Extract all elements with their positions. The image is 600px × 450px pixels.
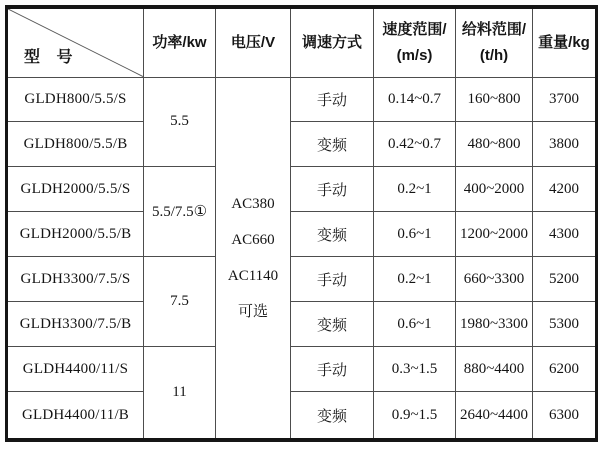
feed-range-cell: 1200~2000: [456, 212, 533, 257]
feed-range-cell: 880~4400: [456, 347, 533, 392]
header-voltage: 电压/V: [216, 7, 291, 77]
table-row: [7, 77, 597, 122]
speed-range-cell: 0.3~1.5: [374, 347, 456, 392]
weight-cell: 5300: [533, 302, 597, 347]
product-spec-table: [5, 5, 598, 442]
speed-range-cell: 0.2~1: [374, 257, 456, 302]
model-cell: GLDH800/5.5/S: [7, 77, 144, 122]
corner-label-model: 型 号: [24, 48, 79, 66]
voltage-option: AC380: [231, 195, 275, 212]
header-speed-range-line2: (m/s): [396, 46, 433, 64]
table-row: [7, 392, 597, 440]
header-power: 功率/kw: [144, 7, 216, 77]
weight-cell: 5200: [533, 257, 597, 302]
feed-range-cell: 2640~4400: [456, 392, 533, 440]
table-row: [7, 167, 597, 212]
table-row: [7, 347, 597, 392]
weight-cell: 3800: [533, 122, 597, 167]
table-row: [7, 257, 597, 302]
table-row: [7, 122, 597, 167]
feed-range-cell: 400~2000: [456, 167, 533, 212]
weight-cell: 6300: [533, 392, 597, 440]
power-cell-group3: 7.5: [144, 257, 216, 347]
header-feed-range-line2: (t/h): [479, 46, 509, 64]
speed-range-cell: 0.42~0.7: [374, 122, 456, 167]
voltage-option: AC660: [231, 231, 275, 248]
mode-cell: 变频: [291, 392, 374, 440]
mode-cell: 变频: [291, 122, 374, 167]
header-row: [7, 7, 597, 77]
speed-range-cell: 0.2~1: [374, 167, 456, 212]
mode-cell: 手动: [291, 257, 374, 302]
header-weight: 重量/kg: [533, 7, 597, 77]
mode-cell: 手动: [291, 77, 374, 122]
weight-cell: 4200: [533, 167, 597, 212]
model-cell: GLDH3300/7.5/S: [7, 257, 144, 302]
model-cell: GLDH2000/5.5/S: [7, 167, 144, 212]
header-mode: 调速方式: [291, 7, 374, 77]
power-cell-group2: 5.5/7.5①: [144, 167, 216, 257]
feed-range-cell: 160~800: [456, 77, 533, 122]
header-feed-range: [456, 7, 533, 77]
model-cell: GLDH2000/5.5/B: [7, 212, 144, 257]
weight-cell: 3700: [533, 77, 597, 122]
model-cell: GLDH3300/7.5/B: [7, 302, 144, 347]
speed-range-cell: 0.6~1: [374, 212, 456, 257]
mode-cell: 变频: [291, 302, 374, 347]
mode-cell: 手动: [291, 347, 374, 392]
table-row: [7, 302, 597, 347]
table-row: [7, 212, 597, 257]
mode-cell: 变频: [291, 212, 374, 257]
feed-range-cell: 480~800: [456, 122, 533, 167]
power-cell-group1: 5.5: [144, 77, 216, 167]
weight-cell: 4300: [533, 212, 597, 257]
speed-range-cell: 0.9~1.5: [374, 392, 456, 440]
feed-range-cell: 1980~3300: [456, 302, 533, 347]
model-cell: GLDH800/5.5/B: [7, 122, 144, 167]
weight-cell: 6200: [533, 347, 597, 392]
speed-range-cell: 0.14~0.7: [374, 77, 456, 122]
header-speed-range-line1: 速度范围/: [382, 21, 447, 39]
mode-cell: 手动: [291, 167, 374, 212]
feed-range-cell: 660~3300: [456, 257, 533, 302]
header-speed-range: [374, 7, 456, 77]
voltage-option: AC1140: [227, 267, 279, 284]
model-cell: GLDH4400/11/B: [7, 392, 144, 440]
model-cell: GLDH4400/11/S: [7, 347, 144, 392]
voltage-option: 可选: [237, 303, 268, 320]
corner-cell-model: [7, 7, 144, 77]
speed-range-cell: 0.6~1: [374, 302, 456, 347]
power-cell-group4: 11: [144, 347, 216, 440]
header-feed-range-line1: 给料范围/: [461, 21, 527, 39]
voltage-cell: [216, 77, 291, 440]
